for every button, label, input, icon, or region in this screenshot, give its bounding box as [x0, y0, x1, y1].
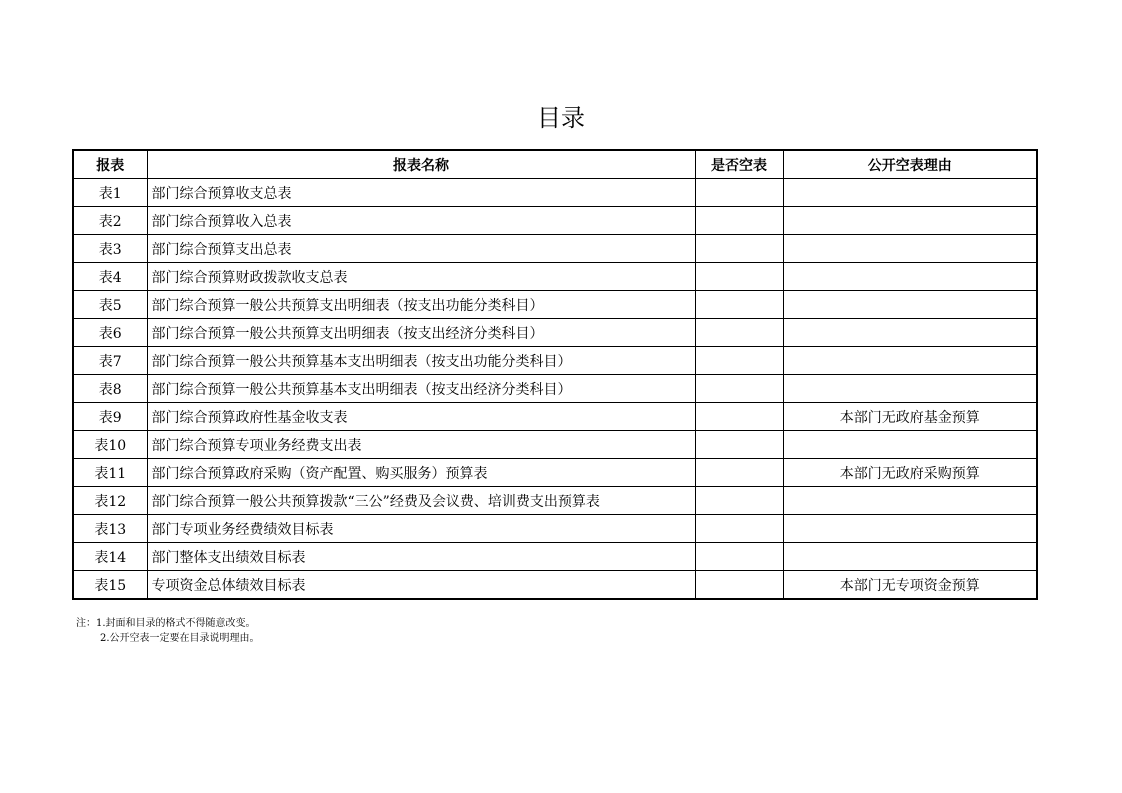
footnotes: [76, 616, 260, 646]
cell-report-name: 部门综合预算支出总表: [147, 235, 695, 263]
cell-report-name: 专项资金总体绩效目标表: [147, 571, 695, 600]
cell-empty-reason: 本部门无政府采购预算: [783, 459, 1037, 487]
cell-report-name: 部门综合预算政府性基金收支表: [147, 403, 695, 431]
header-report-name: 报表名称: [147, 150, 695, 179]
cell-report-name: 部门综合预算一般公共预算基本支出明细表（按支出经济分类科目）: [147, 375, 695, 403]
cell-empty-reason: [783, 207, 1037, 235]
header-report-id: 报表: [73, 150, 147, 179]
cell-report-name: 部门综合预算政府采购（资产配置、购买服务）预算表: [147, 459, 695, 487]
cell-report-id: 表5: [73, 291, 147, 319]
cell-report-name: 部门综合预算专项业务经费支出表: [147, 431, 695, 459]
cell-empty-reason: [783, 263, 1037, 291]
cell-empty-reason: 本部门无政府基金预算: [783, 403, 1037, 431]
cell-is-empty: [695, 487, 783, 515]
table-row: [73, 375, 1037, 403]
table-row: [73, 179, 1037, 207]
cell-empty-reason: [783, 375, 1037, 403]
cell-report-id: 表13: [73, 515, 147, 543]
header-is-empty: 是否空表: [695, 150, 783, 179]
cell-report-name: 部门综合预算收入总表: [147, 207, 695, 235]
table-row: [73, 459, 1037, 487]
table-row: [73, 347, 1037, 375]
cell-report-id: 表14: [73, 543, 147, 571]
cell-is-empty: [695, 207, 783, 235]
cell-is-empty: [695, 403, 783, 431]
cell-empty-reason: [783, 347, 1037, 375]
cell-report-id: 表1: [73, 179, 147, 207]
footnote-2: 2.公开空表一定要在目录说明理由。: [100, 633, 260, 644]
table-row: [73, 515, 1037, 543]
cell-is-empty: [695, 235, 783, 263]
cell-report-id: 表6: [73, 319, 147, 347]
cell-report-name: 部门综合预算一般公共预算支出明细表（按支出功能分类科目）: [147, 291, 695, 319]
table-header-row: [73, 150, 1037, 179]
cell-empty-reason: [783, 543, 1037, 571]
cell-report-name: 部门综合预算一般公共预算基本支出明细表（按支出功能分类科目）: [147, 347, 695, 375]
cell-is-empty: [695, 459, 783, 487]
cell-report-id: 表15: [73, 571, 147, 600]
cell-report-name: 部门综合预算一般公共预算拨款“三公”经费及会议费、培训费支出预算表: [147, 487, 695, 515]
footnote-1: 注：1.封面和目录的格式不得随意改变。: [76, 618, 256, 629]
table-row: [73, 291, 1037, 319]
table-row: [73, 543, 1037, 571]
cell-empty-reason: [783, 431, 1037, 459]
cell-report-id: 表3: [73, 235, 147, 263]
table-row: [73, 235, 1037, 263]
table-row: [73, 431, 1037, 459]
cell-report-id: 表11: [73, 459, 147, 487]
table-row: [73, 571, 1037, 600]
cell-report-name: 部门综合预算财政拨款收支总表: [147, 263, 695, 291]
cell-is-empty: [695, 347, 783, 375]
header-empty-reason: 公开空表理由: [783, 150, 1037, 179]
cell-empty-reason: [783, 179, 1037, 207]
cell-empty-reason: [783, 235, 1037, 263]
cell-is-empty: [695, 515, 783, 543]
cell-empty-reason: [783, 487, 1037, 515]
cell-is-empty: [695, 375, 783, 403]
cell-is-empty: [695, 571, 783, 600]
cell-report-id: 表7: [73, 347, 147, 375]
cell-is-empty: [695, 263, 783, 291]
cell-report-name: 部门专项业务经费绩效目标表: [147, 515, 695, 543]
table-row: [73, 487, 1037, 515]
table-row: [73, 207, 1037, 235]
cell-report-name: 部门综合预算收支总表: [147, 179, 695, 207]
cell-report-id: 表9: [73, 403, 147, 431]
cell-empty-reason: [783, 319, 1037, 347]
toc-table: [72, 149, 1038, 600]
page-title: 目录: [537, 104, 585, 132]
cell-is-empty: [695, 319, 783, 347]
cell-empty-reason: [783, 515, 1037, 543]
cell-report-id: 表12: [73, 487, 147, 515]
cell-empty-reason: 本部门无专项资金预算: [783, 571, 1037, 600]
cell-report-id: 表10: [73, 431, 147, 459]
table-row: [73, 319, 1037, 347]
cell-empty-reason: [783, 291, 1037, 319]
cell-report-name: 部门综合预算一般公共预算支出明细表（按支出经济分类科目）: [147, 319, 695, 347]
cell-report-id: 表4: [73, 263, 147, 291]
cell-is-empty: [695, 431, 783, 459]
cell-is-empty: [695, 543, 783, 571]
table-body: [73, 179, 1037, 600]
table-row: [73, 263, 1037, 291]
cell-report-id: 表8: [73, 375, 147, 403]
cell-is-empty: [695, 179, 783, 207]
table-row: [73, 403, 1037, 431]
cell-report-name: 部门整体支出绩效目标表: [147, 543, 695, 571]
cell-report-id: 表2: [73, 207, 147, 235]
cell-is-empty: [695, 291, 783, 319]
